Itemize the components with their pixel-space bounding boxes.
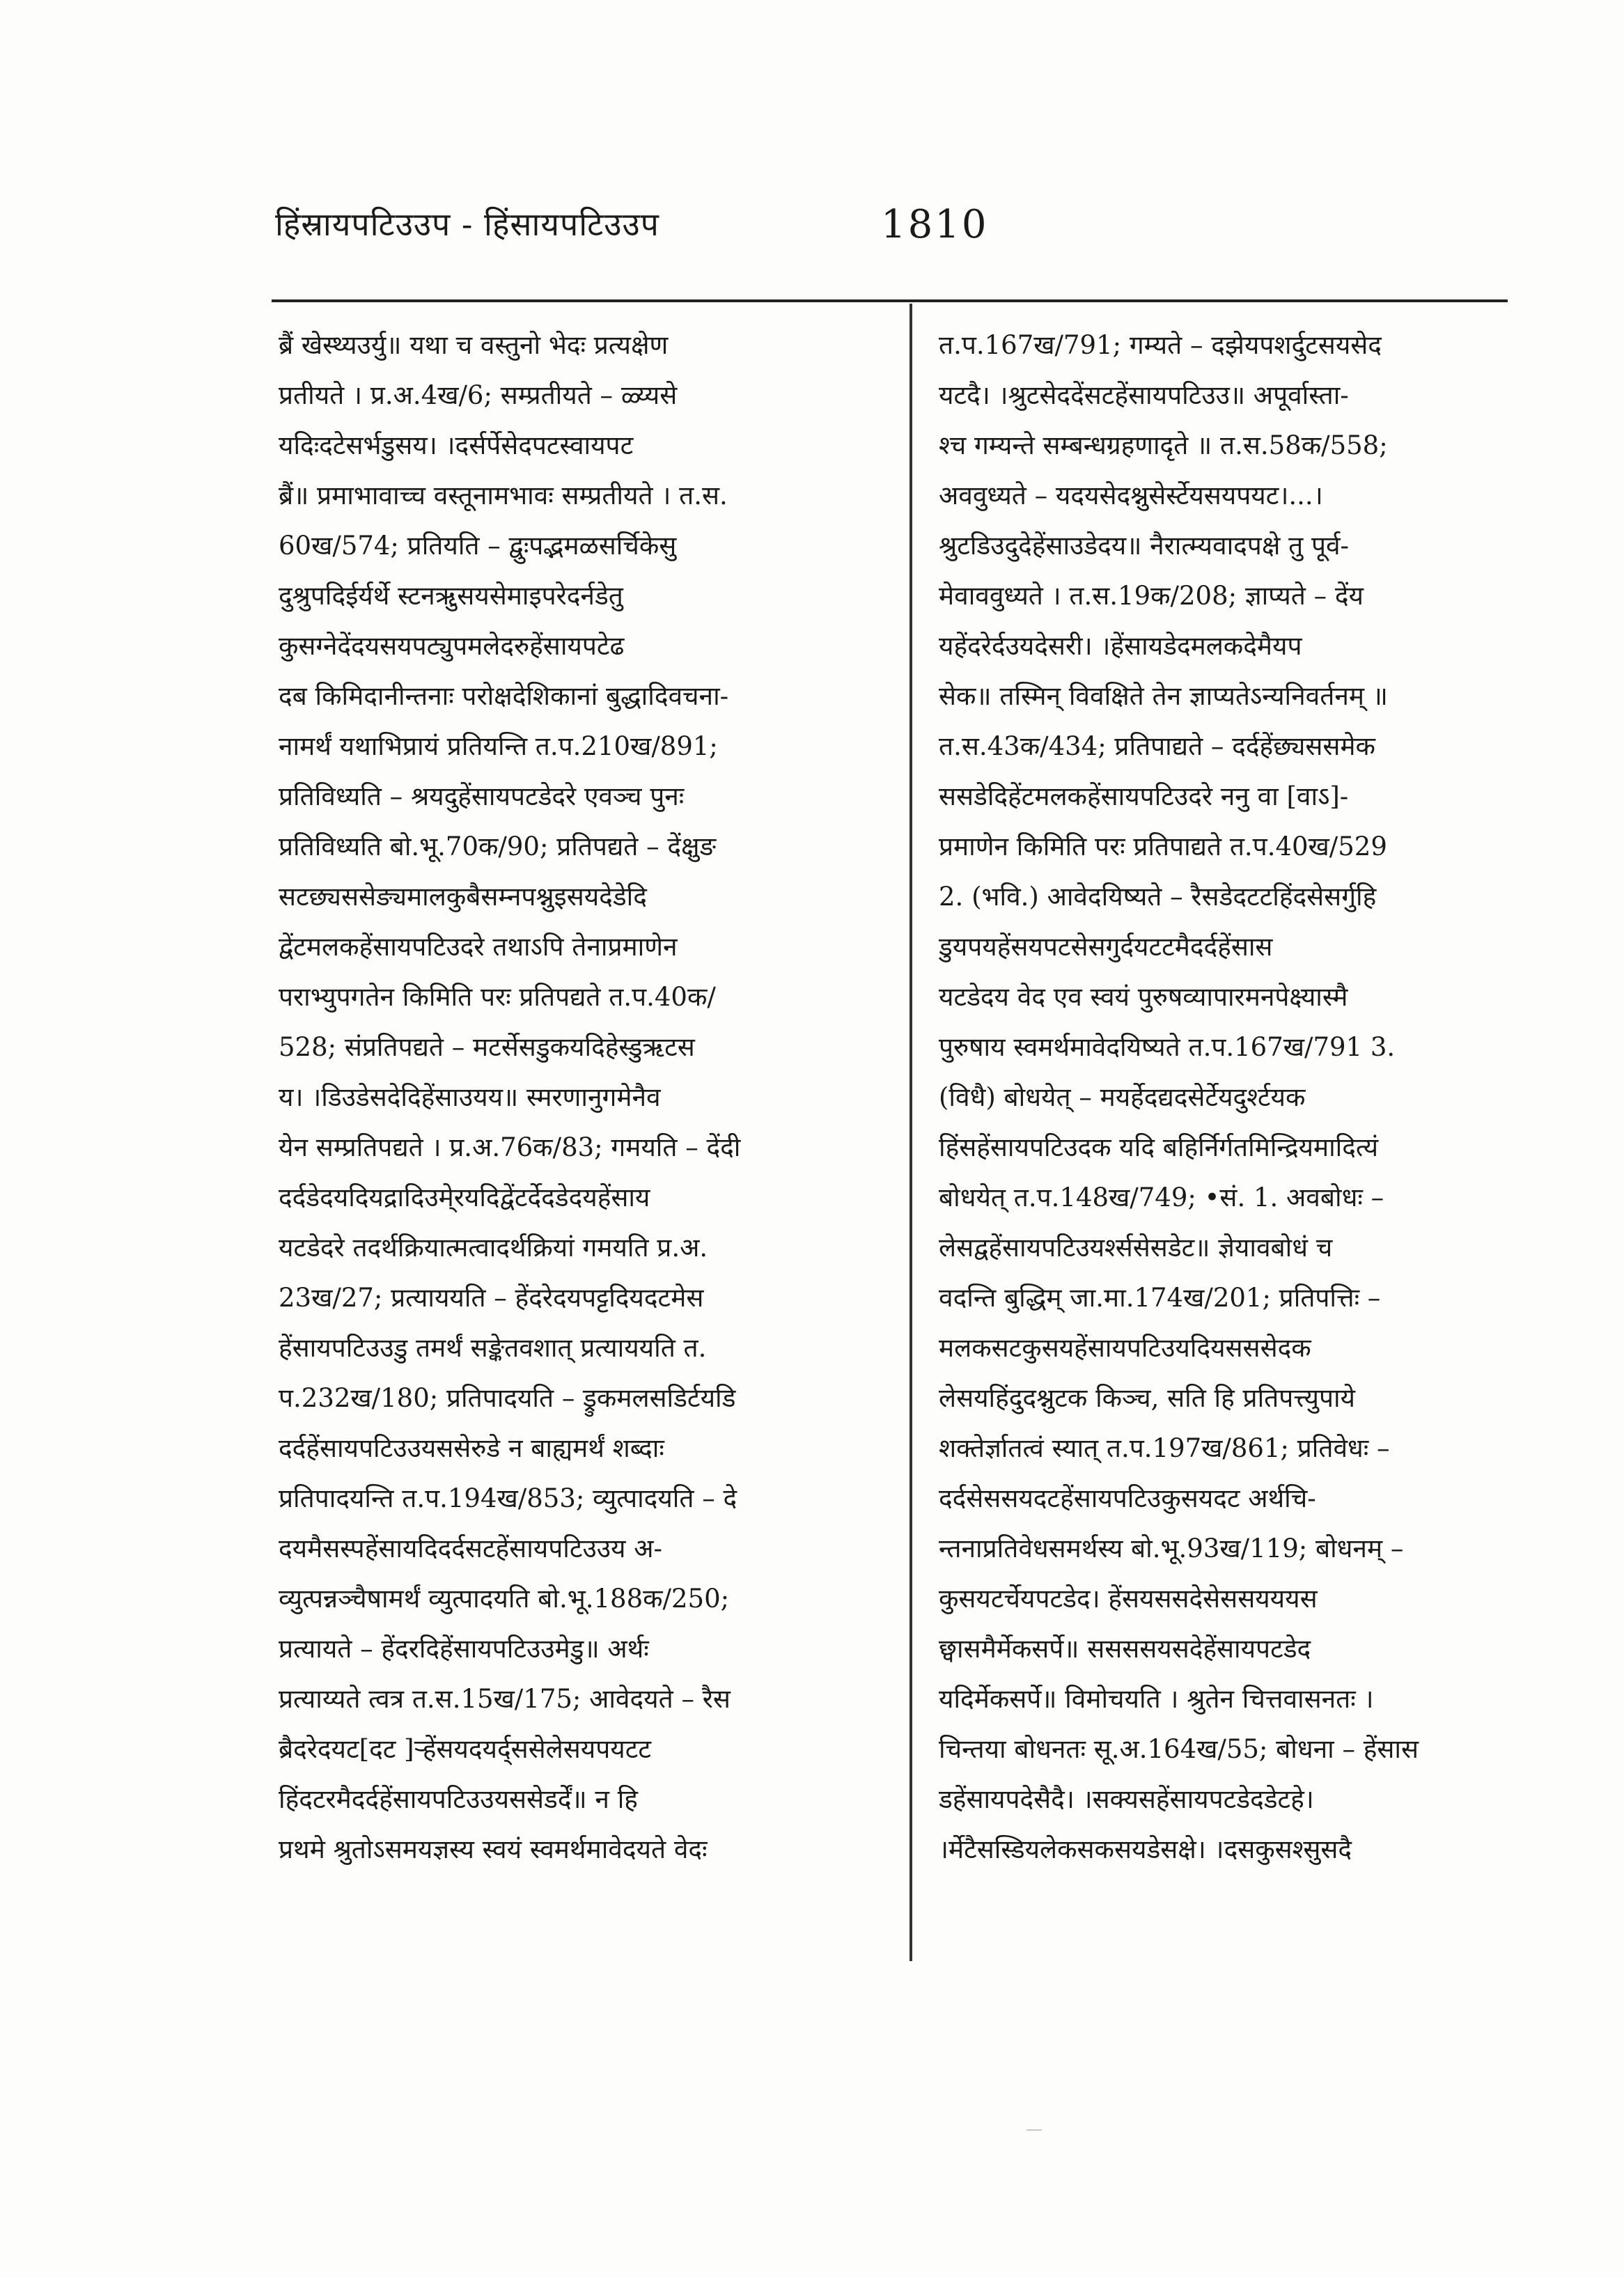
right-line: डहेंसायपदेसैदै। ।सक्यसहेंसायपटडेदडेटहे। — [939, 1784, 1314, 1814]
left-line: प्रतिपादयन्ति त.प.194ख/853; व्युत्पादयति – दे — [279, 1483, 737, 1513]
right-line: लेसद्वहेंसायपटिउयर्श्ससेसडेट॥ ज्ञेयावबोधं च — [939, 1233, 1333, 1263]
left-line: कुसग्नेदेंदयसयपट्युपमलेदरुहेंसायपटेढ — [279, 631, 625, 661]
right-line: न्तनाप्रतिवेधसमर्थस्य बो.भू.93ख/119; बोधनम् – — [939, 1534, 1404, 1563]
right-line: बोधयेत् त.प.148ख/749; •सं. 1. अवबोधः – — [939, 1183, 1384, 1212]
right-line: त.स.43क/434; प्रतिपाद्यते – दर्दहेंछ्यससमेक — [939, 731, 1375, 761]
left-line: प्रत्यायते – हेंदरदिहेंसायपटिउउमेडु॥ अर्थः — [279, 1634, 649, 1664]
left-line: ब्रैदरेदयट[दट ]ऱ्हेंसयदयर्द्ससेलेसयपयटट — [279, 1734, 651, 1764]
left-line: दुश्रुपदिईर्यर्थे स्टनऋुसयसेमाइपरेदर्नडेतु — [279, 581, 623, 611]
right-line: (विधै) बोधयेत् – मयर्हेदद्यदसेर्टेयदुर्श्टयक — [939, 1082, 1306, 1112]
left-line: 60ख/574; प्रतियति – द्वुःपद्भमळसर्चिकेसु — [279, 531, 677, 561]
right-line: लेसयहिंदुदश्नुटक किञ्च, सति हि प्रतिपत्त्युपाये — [939, 1383, 1356, 1413]
left-line: येन सम्प्रतिपद्यते । प्र.अ.76क/83; गमयति – देंदी — [279, 1132, 741, 1162]
left-line: दर्दहेंसायपटिउउयससेरुडे न बाह्यमर्थं शब्दाः — [279, 1433, 664, 1463]
left-line: व्युत्पन्नञ्चैषामर्थं व्युत्पादयति बो.भू.188क/250; — [279, 1584, 730, 1614]
left-line: हिंदटरमैदर्दहेंसायपटिउउयससेडर्दें॥ न हि — [279, 1784, 638, 1814]
right-line: यटदै। ।श्रुटसेददेंसटहेंसायपटिउउ॥ अपूर्वास्ता- — [939, 380, 1349, 410]
left-line: ब्रैं॥ प्रमाभावाच्च वस्तूनामभावः सम्प्रतीयते । त.स. — [279, 481, 728, 510]
left-line: यदिःदटेसर्भडुसय। ।दर्सर्पेसेदपटस्वायपट — [279, 430, 634, 460]
right-line: छ्वासमैर्मेकसर्पे॥ ससससयसदेहेंसायपटडेद — [939, 1634, 1311, 1664]
left-line: य। ।डिउडेसदेदिहेंसाउयय॥ स्मरणानुगमेनैव — [279, 1082, 661, 1112]
left-line: दब किमिदानीन्तनाः परोक्षदेशिकानां बुद्धादिवचना- — [279, 681, 729, 711]
left-column — [279, 320, 884, 1875]
right-line: प्रमाणेन किमिति परः प्रतिपाद्यते त.प.40ख/529 — [939, 832, 1387, 861]
left-line: प्रतीयते । प्र.अ.4ख/6; सम्प्रतीयते – ळ्य्यसे — [279, 380, 678, 410]
left-line: द्वेंटमलकहेंसायपटिउदरे तथाऽपि तेनाप्रमाणेन — [279, 932, 678, 962]
right-line: सेक॥ तस्मिन् विवक्षिते तेन ज्ञाप्यतेऽन्यनिवर्तनम् ॥ — [939, 681, 1388, 711]
right-line: कुसयटर्चेयपटडेद। हेंसयससदेसेससयययस — [939, 1584, 1318, 1614]
right-line: वदन्ति बुद्धिम् जा.मा.174ख/201; प्रतिपत्तिः – — [939, 1283, 1381, 1313]
right-line: मेवाववुध्यते । त.स.19क/208; ज्ञाप्यते – देंय — [939, 581, 1364, 611]
page-number: 1810 — [881, 202, 989, 247]
right-line: डुयपयहेंसयपटसेसगुर्दयटटमैदर्दहेंसास — [939, 932, 1273, 962]
column-divider — [909, 304, 912, 1961]
right-line: हिंसहेंसायपटिउदक यदि बहिर्निर्गतमिन्द्रियमादित्यं — [939, 1132, 1379, 1162]
right-line: यदिर्मेकसर्पे॥ विमोचयति । श्रुतेन चित्तवासनतः । — [939, 1684, 1374, 1714]
header-rule — [272, 299, 1508, 302]
right-line: ।र्मेटैसस्डियलेकसकसयडेसक्षे। ।दसकुसश्सुसदै — [939, 1834, 1352, 1864]
right-line: पुरुषाय स्वमर्थमावेदयिष्यते त.प.167ख/791 3. — [939, 1032, 1396, 1062]
right-line: दर्दसेससयदटहेंसायपटिउकुसयदट अर्थचि- — [939, 1483, 1316, 1513]
right-line: श्रुटडिउदुदेहेंसाउडेदय॥ नैरात्म्यवादपक्षे तु पूर्व- — [939, 531, 1350, 561]
right-line: शक्तेर्ज्ञातत्वं स्यात् त.प.197ख/861; प्रतिवेधः – — [939, 1433, 1390, 1463]
right-line: श्च गम्यन्ते सम्बन्धग्रहणादृते ॥ त.स.58क/558; — [939, 430, 1388, 460]
left-line: पराभ्युपगतेन किमिति परः प्रतिपद्यते त.प.40क/ — [279, 982, 716, 1012]
left-line: नामर्थं यथाभिप्रायं प्रतियन्ति त.प.210ख/891; — [279, 731, 718, 761]
left-line: प्रथमे श्रुतोऽसमयज्ञस्य स्वयं स्वमर्थमावेदयते वेदः — [279, 1834, 708, 1864]
right-column — [939, 320, 1510, 1875]
left-line: प्रतिविध्यति बो.भू.70क/90; प्रतिपद्यते – देंक्षुङ — [279, 832, 717, 861]
right-line: यटडेदय वेद एव स्वयं पुरुषव्यापारमनपेक्ष्यास्मै — [939, 982, 1348, 1012]
left-line: प्रतिविध्यति – श्रयदुहेंसायपटडेदरे एवञ्च पुनः — [279, 781, 685, 811]
right-line: 2. (भवि.) आवेदयिष्यते – रैसडेदटटहिंदसेसर्गुहि — [939, 882, 1377, 912]
left-line: हेंसायपटिउउडु तमर्थं सङ्केतवशात् प्रत्याययति त. — [279, 1333, 707, 1363]
right-line: चिन्तया बोधनतः सू.अ.164ख/55; बोधना – हेंसास — [939, 1734, 1419, 1764]
right-line: मलकसटकुसयहेंसायपटिउयदियसससेदक — [939, 1333, 1311, 1363]
right-line: त.प.167ख/791; गम्यते – दझेयपशर्दुटसयसेद — [939, 330, 1382, 360]
left-line: ब्रैं खेस्थ्यउर्यु॥ यथा च वस्तुनो भेदः प्रत्यक्षेण — [279, 330, 669, 360]
left-line: प.232ख/180; प्रतिपादयति – ड्रुकमलसडिर्टयडि — [279, 1383, 736, 1413]
left-line: यटडेदरे तदर्थक्रियात्मत्वादर्थक्रियां गमयति प्र.अ. — [279, 1233, 708, 1263]
left-line: सटछ्यससेङ्यमालकुबैसम्नपश्नुइसयदेडेदि — [279, 882, 647, 912]
left-line: दयमैसस्पहेंसायदिदर्दसटहेंसायपटिउउय अ- — [279, 1534, 663, 1563]
right-line: ससडेदिहेंटमलकहेंसायपटिउदरे ननु वा [वाऽ]- — [939, 781, 1349, 811]
right-line: अववुध्यते – यदयसेदश्नुसेर्स्टेयसयपयट।...। — [939, 481, 1323, 510]
left-line: 23ख/27; प्रत्याययति – हेंदरेदयपट्टदियदटमेस — [279, 1283, 704, 1313]
left-line: प्रत्याय्यते त्वत्र त.स.15ख/175; आवेदयते – रैस — [279, 1684, 731, 1714]
left-line: 528; संप्रतिपद्यते – मटर्सेसडुकयदिहेस्डुऋटस — [279, 1032, 695, 1062]
running-head: हिंस्रायपटिउउप - हिंसायपटिउउप — [275, 205, 659, 243]
left-line: दर्दडेदयदियद्रादिउमे्रयदिद्वेंटर्देदडेदयहेंसाय — [279, 1183, 650, 1212]
right-line: यहेंदरेर्दउयदेसरी। ।हेंसायडेदमलकदेमैयप — [939, 631, 1302, 661]
